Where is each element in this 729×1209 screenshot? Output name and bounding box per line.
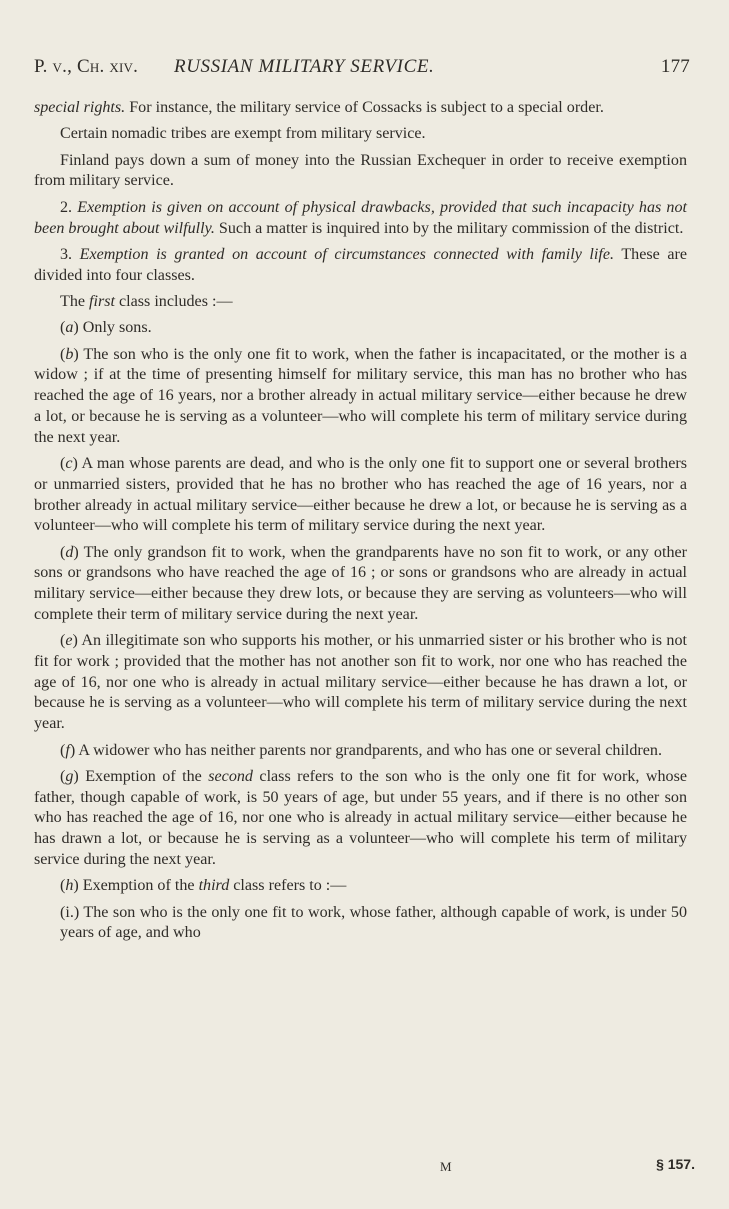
- item-f: (f) A widower who has neither parents nor grandparents, and who has one or several children.: [60, 741, 663, 759]
- paragraph-1: [34, 98, 687, 119]
- item-b-label: b: [65, 345, 74, 363]
- paragraph-1-italic: special rights.: [34, 99, 126, 116]
- paragraph-6-text: class includes :—: [115, 292, 233, 310]
- item-h-italic: third: [198, 877, 230, 895]
- item-f-label: f: [65, 741, 70, 759]
- item-h-pre: Exemption of the: [78, 877, 199, 895]
- paragraph-6: [34, 292, 687, 313]
- item-g-label: g: [65, 767, 74, 785]
- item-b-text: The son who is the only one fit to work, when the father is incapacitated, or the mother is a widow ; if at the time of presenting himself for military service, this man has no brother who has reached the age of 16 years, nor a brother already in actual military service—either because he drew a lot, or because he is serving as a volunteer—who will complete his term of military service during the next year.: [34, 345, 687, 446]
- paragraph-4: [34, 198, 687, 240]
- item-g-text: class refers to the son who is the only one fit for work, whose father, though capable of work, is 50 years of age, but under 55 years, and if there is no other son who has reached the age of 16, nor one who is already in actual military service—either because he has drawn a lot, or because he is serving as a volunteer—who will complete his term of military service during the next year.: [34, 767, 687, 868]
- paragraph-5-number: 3.: [60, 245, 80, 263]
- item-d-text: The only grandson fit to work, when the grandparents have no son fit to work, or any other sons or grandsons who have reached the age of 16 ; or sons or grandsons who are already in actual military service—either because they drew lots, or because they are serving as volunteers—who will complete their term of military service during the next year.: [34, 543, 687, 623]
- page-body: [34, 98, 687, 944]
- item-b: (b) The son who is the only one fit to work, when the father is incapacitated, or the mother is a widow ; if at the time of presenting himself for military service, this man has no brother who has reached the age of 16 years, nor a brother already in actual military service—either because he drew a lot, or because he is serving as a volunteer—who will complete his term of military service during the next year.: [34, 345, 687, 446]
- header-part-chapter: P. v., Ch. xiv.: [34, 56, 139, 77]
- running-header: [34, 56, 689, 86]
- item-d-label: d: [65, 543, 74, 561]
- item-h-text: class refers to :—: [229, 877, 347, 895]
- signature-mark: M: [440, 1159, 453, 1174]
- item-f-text: A widower who has neither parents nor grandparents, and who has one or several children.: [75, 741, 663, 759]
- section-marker: § 157.: [656, 1156, 695, 1172]
- paragraph-5: [34, 245, 687, 287]
- page-footer: [34, 1156, 695, 1178]
- item-g-pre: Exemption of the: [78, 767, 209, 785]
- item-g: (g) Exemption of the second class refers to the son who is the only one fit for work, whose father, though capable of work, is 50 years of age, but under 55 years, and if there is no other son who has reached the age of 16, nor one who is already in actual military service—either because he has drawn a lot, or because he is serving as a volunteer—who will complete his term of military service during the next year.: [34, 767, 687, 868]
- paragraph-3: Finland pays down a sum of money into the Russian Exchequer in order to receive exemption from military service.: [34, 151, 687, 190]
- paragraph-4-italic: Exemption is given on account of physical drawbacks, provided that such incapacity has not been brought about wilfully.: [34, 198, 687, 237]
- paragraph-2: Certain nomadic tribes are exempt from military service.: [60, 125, 426, 143]
- paragraph-5-italic: Exemption is granted on account of circumstances connected with family life.: [79, 245, 615, 263]
- paragraph-6-pre: The: [60, 292, 90, 310]
- item-g-italic: second: [208, 767, 253, 785]
- item-d: (d) The only grandson fit to work, when the grandparents have no son fit to work, or any other sons or grandsons who have reached the age of 16 ; or sons or grandsons who are already in actual military service—either because they drew lots, or because they are serving as volunteers—who will complete their term of military service during the next year.: [34, 543, 687, 623]
- item-c: (c) A man whose parents are dead, and who is the only one fit to support one or several brothers or unmarried sisters, provided that he has no brother who has reached the age of 16 years, nor a brother already in actual military service—either because he drew a lot, or because he is serving as a volunteer—who will complete his term of military service during the next year.: [34, 455, 687, 535]
- item-a: (a) Only sons.: [60, 319, 152, 337]
- paragraph-5-text: These are divided into four classes.: [34, 245, 687, 284]
- item-i: (i.) The son who is the only one fit to work, whose father, although capable of work, is under 50 years of age, and who: [60, 903, 687, 942]
- item-e: (e) An illegitimate son who supports his mother, or his unmarried sister or his brother who is not fit for work ; provided that the mother has not another son fit to work, nor one who has reached the age of 16, nor one who is already in actual military service—either because he has drawn a lot, or because he is serving as a volunteer—who will complete his term of military service during the next year.: [34, 632, 687, 733]
- item-c-label: c: [65, 455, 73, 472]
- page-number: 177: [660, 56, 690, 77]
- header-title: RUSSIAN MILITARY SERVICE.: [174, 56, 435, 77]
- item-a-label: a: [65, 319, 74, 337]
- item-a-text: Only sons.: [78, 319, 152, 337]
- item-e-label: e: [65, 632, 73, 650]
- paragraph-6-italic: first: [89, 292, 115, 310]
- item-h: (h) Exemption of the third class refers to :—: [60, 877, 347, 895]
- item-h-label: h: [65, 877, 74, 895]
- item-c-text: A man whose parents are dead, and who is the only one fit to support one or several brothers or unmarried sisters, provided that he has no brother who has reached the age of 16 years, nor a brother already in actual military service—either because he drew a lot, or because he is serving as a volunteer—who will complete his term of military service during the next year.: [34, 455, 687, 535]
- paragraph-1-text: For instance, the military service of Cossacks is subject to a special order.: [125, 99, 604, 116]
- paragraph-4-text: Such a matter is inquired into by the military commission of the district.: [214, 219, 684, 237]
- paragraph-4-number: 2.: [60, 198, 78, 216]
- item-e-text: An illegitimate son who supports his mother, or his unmarried sister or his brother who is not fit for work ; provided that the mother has not another son fit to work, nor one who has reached the age of 16, nor one who is already in actual military service—either because he has drawn a lot, or because he is serving as a volunteer—who will complete his term of military service during the next year.: [34, 632, 687, 733]
